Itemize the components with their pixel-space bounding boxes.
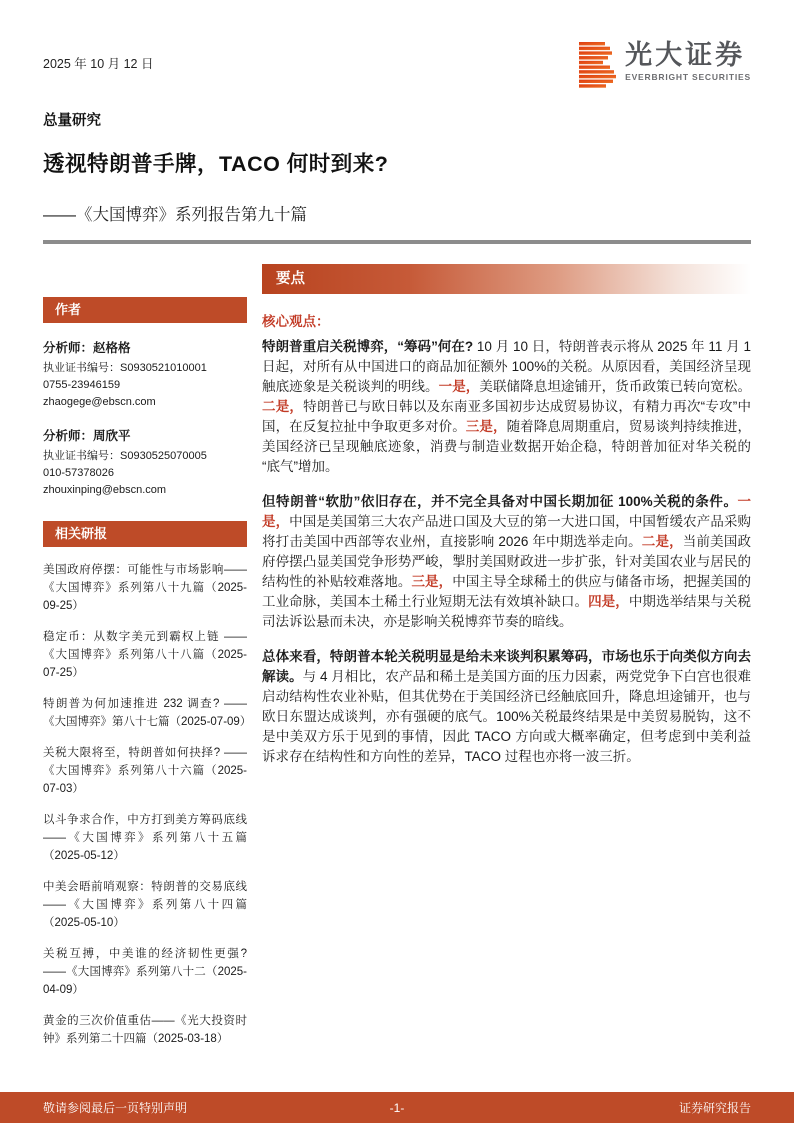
analyst-cert: 执业证书编号：S0930525070005 — [43, 450, 207, 462]
analyst-phone: 0755-23946159 — [43, 379, 121, 391]
related-report-item: 黄金的三次价值重估——《光大投资时钟》系列第二十四篇（2025-03-18） — [43, 1015, 247, 1045]
analyst-name: 分析师：周欣平 — [43, 429, 131, 443]
analyst-email: zhaogege@ebscn.com — [43, 396, 156, 408]
author-section-header: 作者 — [43, 297, 247, 323]
brand-name-cn: 光大证券 — [625, 40, 746, 70]
brand-logo — [579, 40, 751, 95]
report-subtitle: ——《大国博弈》系列报告第九十篇 — [43, 206, 307, 224]
key-points-header: 要点 — [262, 264, 751, 294]
summary-paragraph: 总体来看，特朗普本轮关税明显是给未来谈判积累筹码，市场也乐于向类似方向去解读。与 4 月相比，农产品和稀土是美国方面的压力因素，两党党争下白宫也很难启动结构性农业补贴，但其优势在于美国经济已经触底回升，降息坦途铺开，也与欧日东盟达成谈判，亦有强硬的底气。100%关税最终结果是中美贸易脱钩，这不是中美双方乐于见到的事情，因此 TACO 方向或大概率确定，但考虑到中美利益诉求存在结构性和方向性的差异，TACO 过程也亦将一波三折。 — [262, 649, 751, 764]
analyst-info — [43, 428, 247, 499]
report-main-column — [262, 244, 751, 1048]
report-date: 2025 年 10 月 12 日 — [43, 57, 154, 71]
summary-paragraph: 特朗普重启关税博弈，“筹码”何在? 10 月 10 日，特朗普表示将从 2025 年 11 月 1 日起，对所有从中国进口的商品加征额外 100%的关税。从原因看，美国经济呈现触底迹象是关税谈判的明线。一是，美联储降息坦途铺开，货币政策已转向宽松。二是，特朗普已与欧日韩以及东南亚多国初步达成贸易协议，有精力再次“专攻”中国，在反复拉扯中争取更多对价。三是，随着降息周期重启，贸易谈判持续推进，美国经济已呈现触底迹象，消费与制造业数据开始企稳，特朗普加征对华关税的“底气”增加。 — [262, 339, 752, 474]
analyst-info — [43, 340, 247, 411]
related-report-item: 特朗普为何加速推进 232 调查? ——《大国博弈》第八十七篇（2025-07-09） — [43, 698, 252, 728]
related-report-item: 关税互搏，中美谁的经济韧性更强? ——《大国博弈》系列第八十二（2025-04-09） — [43, 948, 247, 996]
report-sidebar — [43, 244, 252, 1048]
related-reports-list — [43, 547, 252, 1048]
related-report-item: 中美会晤前哨观察：特朗普的交易底线——《大国博弈》系列第八十四篇（2025-05-10） — [43, 881, 247, 929]
summary-body — [262, 337, 751, 767]
category-label: 总量研究 — [43, 113, 101, 129]
everbright-logo-icon — [579, 42, 616, 95]
brand-name-en: EVERBRIGHT SECURITIES — [625, 72, 751, 82]
core-view-label: 核心观点： — [262, 314, 330, 329]
footer-disclaimer: 敬请参阅最后一页特别声明 — [43, 1101, 188, 1115]
footer-report-type: 证券研究报告 — [678, 1101, 751, 1115]
summary-paragraph: 但特朗普“软肋”依旧存在，并不完全具备对中国长期加征 100%关税的条件。一是，中国是美国第三大农产品进口国及大豆的第一大进口国，中国暂缓农产品采购将打击美国中西部等农业州，直接影响 2026 年中期选举走向。二是，当前美国政府停摆凸显美国党争形势严峻，掣肘美国财政进一步扩张，针对美国农业与居民的结构性的补贴较难落地。三是，中国主导全球稀土的供应与储备市场，把握美国的工业命脉，美国本土稀土行业短期无法有效填补缺口。四是，中期选举结果与关税司法诉讼悬而未决，亦是影响关税博弈节奏的暗线。 — [262, 494, 752, 629]
report-title: 透视特朗普手牌，TACO 何时到来? — [43, 152, 389, 176]
related-reports-header: 相关研报 — [43, 521, 247, 547]
related-report-item: 以斗争求合作，中方打到美方筹码底线——《大国博弈》系列第八十五篇（2025-05-12） — [43, 814, 247, 862]
page-header — [43, 40, 751, 95]
page-footer — [0, 1092, 794, 1123]
page-number: -1- — [389, 1100, 405, 1115]
analyst-email: zhouxinping@ebscn.com — [43, 484, 167, 496]
analyst-cert: 执业证书编号：S0930521010001 — [43, 362, 207, 374]
related-report-item: 关税大限将至，特朗普如何抉择? ——《大国博弈》系列第八十六篇（2025-07-03） — [43, 747, 247, 795]
analyst-name: 分析师：赵格格 — [43, 341, 131, 355]
related-report-item: 美国政府停摆：可能性与市场影响——《大国博弈》系列第八十九篇（2025-09-25） — [43, 564, 247, 612]
analyst-phone: 010-57378026 — [43, 467, 114, 479]
related-report-item: 稳定币：从数字美元到霸权上链 ——《大国博弈》系列第八十八篇（2025-07-25） — [43, 631, 247, 679]
brand-text — [625, 42, 751, 82]
